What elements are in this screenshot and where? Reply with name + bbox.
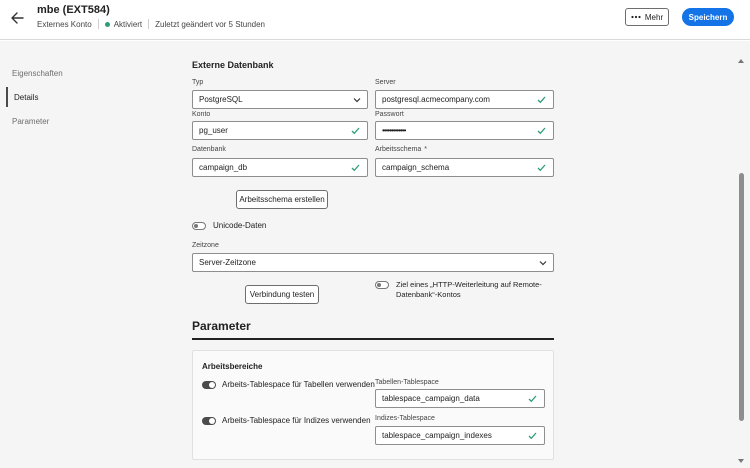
checkmark-icon bbox=[528, 431, 537, 440]
sidebar-item-eigenschaften[interactable]: Eigenschaften bbox=[12, 68, 63, 78]
schema-field-value: campaign_schema bbox=[382, 163, 450, 172]
index-tablespace-toggle-label: Arbeits-Tablespace für Indizes verwenden bbox=[222, 416, 371, 425]
table-tablespace-toggle-label: Arbeits-Tablespace für Tabellen verwenden bbox=[222, 380, 375, 389]
scrollbar[interactable] bbox=[736, 41, 750, 468]
schema-label bbox=[375, 146, 427, 153]
http-relay-label-line2: Datenbank“-Kontos bbox=[396, 290, 461, 299]
table-tablespace-label: Tabellen-Tablespace bbox=[375, 379, 439, 386]
more-button[interactable] bbox=[625, 8, 669, 26]
table-tablespace-toggle[interactable] bbox=[202, 381, 216, 389]
checkmark-icon bbox=[528, 394, 537, 403]
required-marker: * bbox=[424, 146, 428, 153]
schema-label-text: Arbeitsschema bbox=[375, 146, 422, 153]
create-schema-button[interactable]: Arbeitsschema erstellen bbox=[236, 190, 328, 209]
divider bbox=[192, 338, 554, 340]
sidebar-item-parameter[interactable]: Parameter bbox=[12, 116, 50, 126]
index-tablespace-label: Indizes-Tablespace bbox=[375, 415, 435, 422]
database-field[interactable] bbox=[192, 158, 368, 177]
timezone-select[interactable] bbox=[192, 253, 554, 272]
arrow-left-icon[interactable] bbox=[8, 9, 28, 27]
type-label: Typ bbox=[192, 79, 204, 86]
last-modified: Zuletzt geändert vor 5 Stunden bbox=[155, 19, 266, 29]
chevron-down-icon bbox=[539, 259, 547, 267]
sidebar-item-details[interactable]: Details bbox=[6, 87, 176, 107]
header-subline bbox=[37, 19, 265, 29]
status-label: Aktiviert bbox=[113, 19, 143, 29]
index-tablespace-value: tablespace_campaign_indexes bbox=[382, 431, 492, 440]
checkmark-icon bbox=[537, 95, 546, 104]
table-tablespace-value: tablespace_campaign_data bbox=[382, 394, 480, 403]
scroll-up-icon[interactable] bbox=[738, 59, 744, 63]
checkmark-icon bbox=[351, 163, 360, 172]
toggle-knob bbox=[377, 283, 381, 287]
test-connection-button[interactable]: Verbindung testen bbox=[245, 285, 319, 304]
http-relay-label-line1: Ziel eines „HTTP-Weiterleitung auf Remote- bbox=[396, 280, 542, 289]
password-label: Passwort bbox=[375, 111, 404, 118]
external-db-heading: Externe Datenbank bbox=[192, 60, 274, 70]
table-tablespace-field[interactable] bbox=[375, 389, 545, 408]
database-label: Datenbank bbox=[192, 146, 226, 153]
timezone-label: Zeitzone bbox=[192, 242, 219, 249]
status-dot-icon bbox=[105, 22, 110, 27]
password-field-value: ••••••••••••• bbox=[382, 126, 406, 135]
app-header bbox=[0, 0, 750, 40]
http-relay-label bbox=[396, 280, 542, 300]
scroll-down-icon[interactable] bbox=[738, 459, 744, 463]
checkmark-icon bbox=[537, 163, 546, 172]
account-field-value: pg_user bbox=[199, 126, 228, 135]
server-label: Server bbox=[375, 79, 396, 86]
account-field[interactable] bbox=[192, 121, 368, 140]
toggle-knob bbox=[194, 224, 198, 228]
password-field[interactable] bbox=[375, 121, 554, 140]
timezone-select-value: Server-Zeitzone bbox=[199, 258, 256, 267]
checkmark-icon bbox=[351, 126, 360, 135]
http-relay-toggle[interactable] bbox=[375, 281, 389, 289]
divider bbox=[148, 19, 149, 29]
database-field-value: campaign_db bbox=[199, 163, 248, 172]
sidebar bbox=[0, 41, 176, 468]
unicode-label: Unicode-Daten bbox=[213, 221, 267, 230]
ellipsis-icon bbox=[631, 15, 641, 19]
more-button-label: Mehr bbox=[644, 12, 664, 22]
toggle-knob bbox=[209, 418, 215, 424]
index-tablespace-field[interactable] bbox=[375, 426, 545, 445]
divider bbox=[98, 19, 99, 29]
index-tablespace-toggle[interactable] bbox=[202, 417, 216, 425]
toggle-knob bbox=[209, 382, 215, 388]
account-label: Konto bbox=[192, 111, 211, 118]
parameter-heading: Parameter bbox=[192, 319, 251, 333]
server-field-value: postgresql.acmecompany.com bbox=[382, 95, 490, 104]
chevron-down-icon bbox=[353, 96, 361, 104]
page-title: mbe (EXT584) bbox=[37, 4, 110, 16]
account-type-label: Externes Konto bbox=[37, 19, 92, 29]
type-select[interactable] bbox=[192, 90, 368, 109]
unicode-toggle[interactable] bbox=[192, 222, 206, 230]
checkmark-icon bbox=[537, 126, 546, 135]
server-field[interactable] bbox=[375, 90, 554, 109]
type-select-value: PostgreSQL bbox=[199, 95, 243, 104]
scrollbar-thumb[interactable] bbox=[739, 173, 744, 421]
save-button[interactable]: Speichern bbox=[682, 8, 734, 26]
workspaces-heading: Arbeitsbereiche bbox=[202, 362, 263, 371]
schema-field[interactable] bbox=[375, 158, 554, 177]
